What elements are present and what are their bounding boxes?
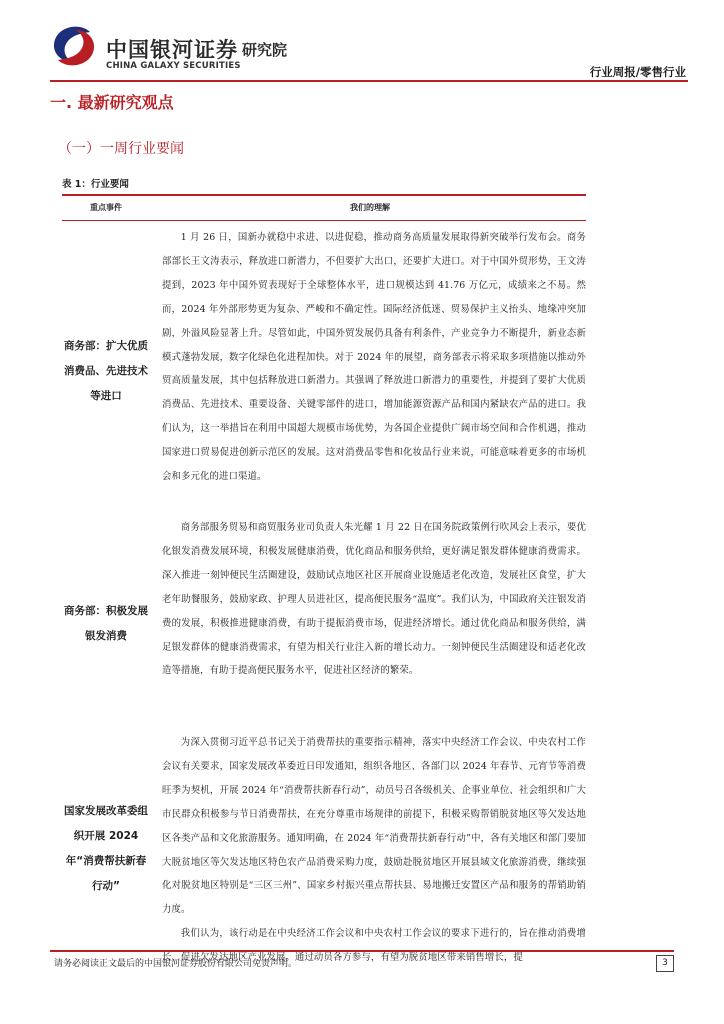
- analysis-cell: [162, 226, 586, 489]
- analysis-paragraph: 1 月 26 日，国新办就稳中求进、以进促稳，推动商务高质量发展取得新突破举行发布会。商务部部长王文涛表示，释放进口新潜力，不但要扩大出口，还要扩大进口。对于中国外贸形势，王文涛提到，2023 年中国外贸表现好于全球整体水平，进口规模达到 41.76 万亿元，成绩来之不易。然而，2024 年外部形势更为复杂、严峻和不确定性。国际经济低迷、贸易保护主义抬头、地缘冲突加剧，外溢风险显著上升。尽管如此，中国外贸发展仍具备有利条件，产业竞争力不断提升，新业态新模式蓬勃发展，数字化绿色化进程加快。对于 2024 年的展望，商务部表示将采取多项措施以推动外贸高质量发展，其中包括释放进口新潜力。其强调了释放进口新潜力的重要性，并提到了要扩大优质消费品、先进技术、重要设备、关键零部件的进口，增加能源资源产品和国内紧缺农产品的进口。我们认为，这一举措旨在利用中国超大规模市场优势，为各国企业提供广阔市场空间和合作机遇，推动国家进口贸易促进创新示范区的发展。这对消费品零售和化妆品行业来说，可能意味着更多的市场机会和多元化的进口渠道。: [162, 232, 586, 483]
- galaxy-swirl-logo-icon: [50, 24, 98, 68]
- event-cell: 商务部：扩大优质消费品、先进技术等进口: [64, 339, 148, 402]
- column-header-view: 我们的理解: [350, 203, 390, 212]
- analysis-paragraph: 我们认为，该行动是在中央经济工作会议和中央农村工作会议的要求下进行的，旨在推动消费增长、促进欠发达地区产业发展。通过动员各方参与，有望为脱贫地区带来销售增长，提: [162, 928, 586, 964]
- table-row: [62, 226, 586, 516]
- analysis-cell: [162, 516, 586, 683]
- table-title: 表 1：行业要闻: [62, 179, 129, 190]
- document-type: 行业周报/零售行业: [589, 65, 686, 79]
- table-row: [62, 731, 586, 966]
- analysis-paragraph: 商务部服务贸易和商贸服务业司负责人朱光耀 1 月 22 日在国务院政策例行吹风会上表示，要优化银发消费发展环境，积极发展健康消费，优化商品和服务供给，更好满足银发群体健康消费需求。深入推进一刻钟便民生活圈建设，鼓励试点地区社区开展商业设施适老化改造，发展社区食堂，扩大老年助餐服务，鼓励家政、护理人员进社区，提高便民服务“温度”。我们认为，中国政府关注银发消费的发展，积极推进健康消费，有助于提振消费市场，促进经济增长。通过优化商品和服务供给，满足银发群体的健康消费需求，有望为相关行业注入新的增长动力。一刻钟便民生活圈建设和适老化改造等措施，有助于提高便民服务水平，促进社区经济的繁荣。: [162, 522, 586, 677]
- table-row: [62, 516, 586, 731]
- column-header-event: 重点事件: [90, 203, 122, 212]
- event-cell: 国家发展改革委组织开展 2024 年“消费帮扶新春行动”: [64, 804, 148, 892]
- news-table: [62, 194, 586, 966]
- footer-divider: [50, 950, 674, 952]
- event-cell: 商务部：积极发展银发消费: [64, 604, 148, 642]
- header-divider: [50, 80, 688, 82]
- page-number: 3: [656, 955, 674, 972]
- brand-name-en: CHINA GALAXY SECURITIES: [106, 61, 241, 71]
- footer-disclaimer: 请务必阅读正文最后的中国银河证券股份有限公司免责声明。: [54, 959, 298, 969]
- analysis-paragraph: 为深入贯彻习近平总书记关于消费帮扶的重要指示精神，落实中央经济工作会议、中央农村工作会议有关要求，国家发展改革委近日印发通知，组织各地区、各部门以 2024 年春节、元宵节等消费旺季为契机，开展 2024 年“消费帮扶新春行动”，动员号召各级机关、企事业单位、社会组织和广大市民群众积极参与节日消费帮扶，在充分尊重市场规律的前提下，积极采购帮销脱贫地区等欠发达地区各类产品和文化旅游服务。通知明确，在 2024 年“消费帮扶新春行动”中，各有关地区和部门要加大脱贫地区等欠发达地区特色农产品消费采购力度，鼓励赴脱贫地区开展县域文化旅游消费，继续强化对脱贫地区特别是“三区三州”、国家乡村振兴重点帮扶县、易地搬迁安置区产品和服务的帮销助销力度。: [162, 737, 586, 916]
- analysis-cell: [162, 731, 586, 970]
- section-heading: 一. 最新研究观点: [50, 93, 174, 112]
- brand-subtitle: 研究院: [242, 41, 288, 59]
- brand-name-cn: 中国银河证券: [106, 38, 238, 62]
- table-header: [62, 194, 586, 221]
- subsection-heading: （一）一周行业要闻: [58, 141, 184, 157]
